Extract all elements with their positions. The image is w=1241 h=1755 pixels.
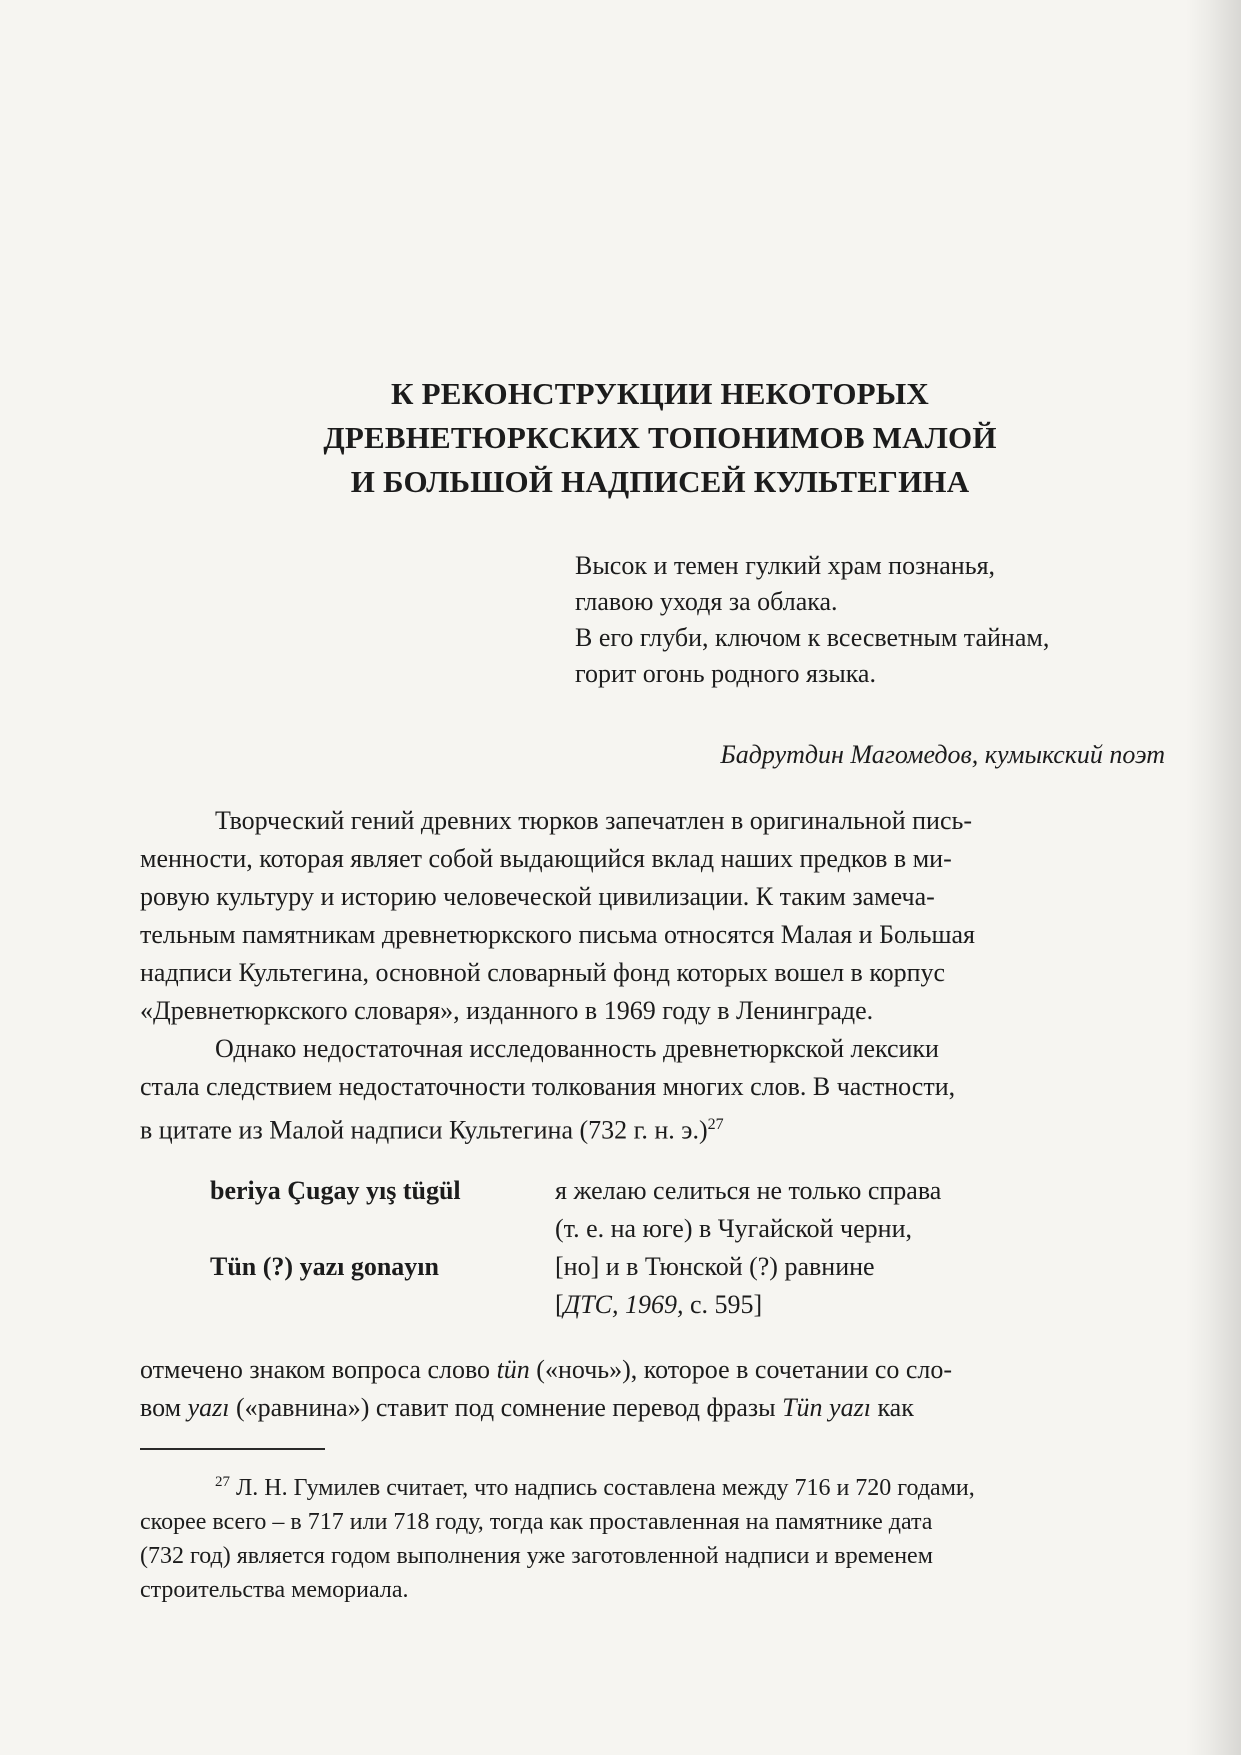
text-line: надписи Культегина, основной словарный фонд которых вошел в корпус [140, 958, 946, 987]
footnote-line: (732 год) является годом выполнения уже заготовленной надписи и временем [140, 1543, 933, 1569]
text-line: менности, которая являет собой выдающийся вклад наших предков в ми- [140, 844, 952, 873]
continuation-text [140, 1351, 1165, 1427]
footnote-ref: 27 [707, 1116, 724, 1133]
footnote [140, 1465, 1165, 1607]
epigraph-line: В его глуби, ключом к всесветным тайнам, [575, 623, 1050, 652]
translation-text: (т. е. на юге) в Чугайской черни, [555, 1214, 913, 1243]
text-line: ровую культуру и историю человеческой цивилизации. К таким замеча- [140, 882, 935, 911]
source-page: с. 595] [683, 1290, 763, 1319]
translation-text: я желаю селиться не только справа [555, 1176, 942, 1205]
text-line [140, 1106, 1165, 1150]
turkic-text: Tün (?) yazı gonayın [210, 1252, 439, 1281]
footnote-line [140, 1465, 1165, 1505]
turkic-text: beriya Çugay yış tügül [210, 1176, 461, 1205]
epigraph-line: главою уходя за облака. [575, 587, 838, 616]
text-span: вом [140, 1393, 188, 1422]
footnote-number: 27 [215, 1474, 230, 1490]
paragraph-1 [140, 802, 1165, 1030]
quote-row [140, 1210, 1165, 1248]
epigraph-line: горит огонь родного языка. [575, 659, 876, 688]
epigraph-author: Бадрутдин Магомедов, кумыкский поэт [720, 740, 1165, 769]
inscription-quote [140, 1172, 1165, 1324]
source-ref: ДТС, 1969, [563, 1290, 684, 1319]
text-line: Творческий гений древних тюрков запечатлен в оригинальной пись- [215, 806, 973, 835]
quote-source [555, 1286, 762, 1324]
text-span: («ночь»), которое в сочетании со сло- [529, 1355, 953, 1384]
footnote-line: скорее всего – в 717 или 718 году, тогда как проставленная на памятнике дата [140, 1509, 933, 1535]
title-line-1: К РЕКОНСТРУКЦИИ НЕКОТОРЫХ [390, 376, 930, 411]
text-line: стала следствием недостаточности толкования многих слов. В частности, [140, 1072, 956, 1101]
italic-word: yazı [187, 1393, 230, 1422]
page-edge-shadow [1186, 0, 1241, 1755]
footnote-divider [140, 1448, 325, 1450]
article-title [250, 372, 1070, 504]
text-line [140, 1351, 1165, 1389]
quote-row [140, 1286, 1165, 1324]
quote-row [140, 1172, 1165, 1210]
footnote-line: строительства мемориала. [140, 1577, 409, 1603]
text-line: «Древнетюркского словаря», изданного в 1969 году в Ленинграде. [140, 996, 874, 1025]
epigraph [575, 548, 1175, 692]
title-line-3: И БОЛЬШОЙ НАДПИСЕЙ КУЛЬТЕГИНА [350, 464, 970, 499]
translation-text: [но] и в Тюнской (?) равнине [555, 1252, 875, 1281]
text-line: Однако недостаточная исследованность древнетюркской лексики [215, 1034, 939, 1063]
quote-row [140, 1248, 1165, 1286]
body-text [140, 802, 1165, 1150]
text-line [140, 1389, 1165, 1427]
text-span: Л. Н. Гумилев считает, что надпись составлена между 716 и 720 годами, [230, 1475, 975, 1501]
text-span: как [870, 1393, 914, 1422]
text-span: («равнина») ставит под сомнение перевод фразы [229, 1393, 783, 1422]
text-span: отмечено знаком вопроса слово [140, 1355, 497, 1384]
epigraph-line: Высок и темен гулкий храм познанья, [575, 551, 996, 580]
text-line: тельным памятникам древнетюркского письма относятся Малая и Большая [140, 920, 976, 949]
text-span: в цитате из Малой надписи Культегина (732 г. н. э.) [140, 1115, 708, 1145]
title-line-2: ДРЕВНЕТЮРКСКИХ ТОПОНИМОВ МАЛОЙ [323, 420, 997, 455]
paragraph-2 [140, 1030, 1165, 1150]
italic-phrase: Tün yazı [782, 1393, 871, 1422]
source-open: [ [555, 1290, 564, 1319]
italic-word: tün [496, 1355, 530, 1384]
